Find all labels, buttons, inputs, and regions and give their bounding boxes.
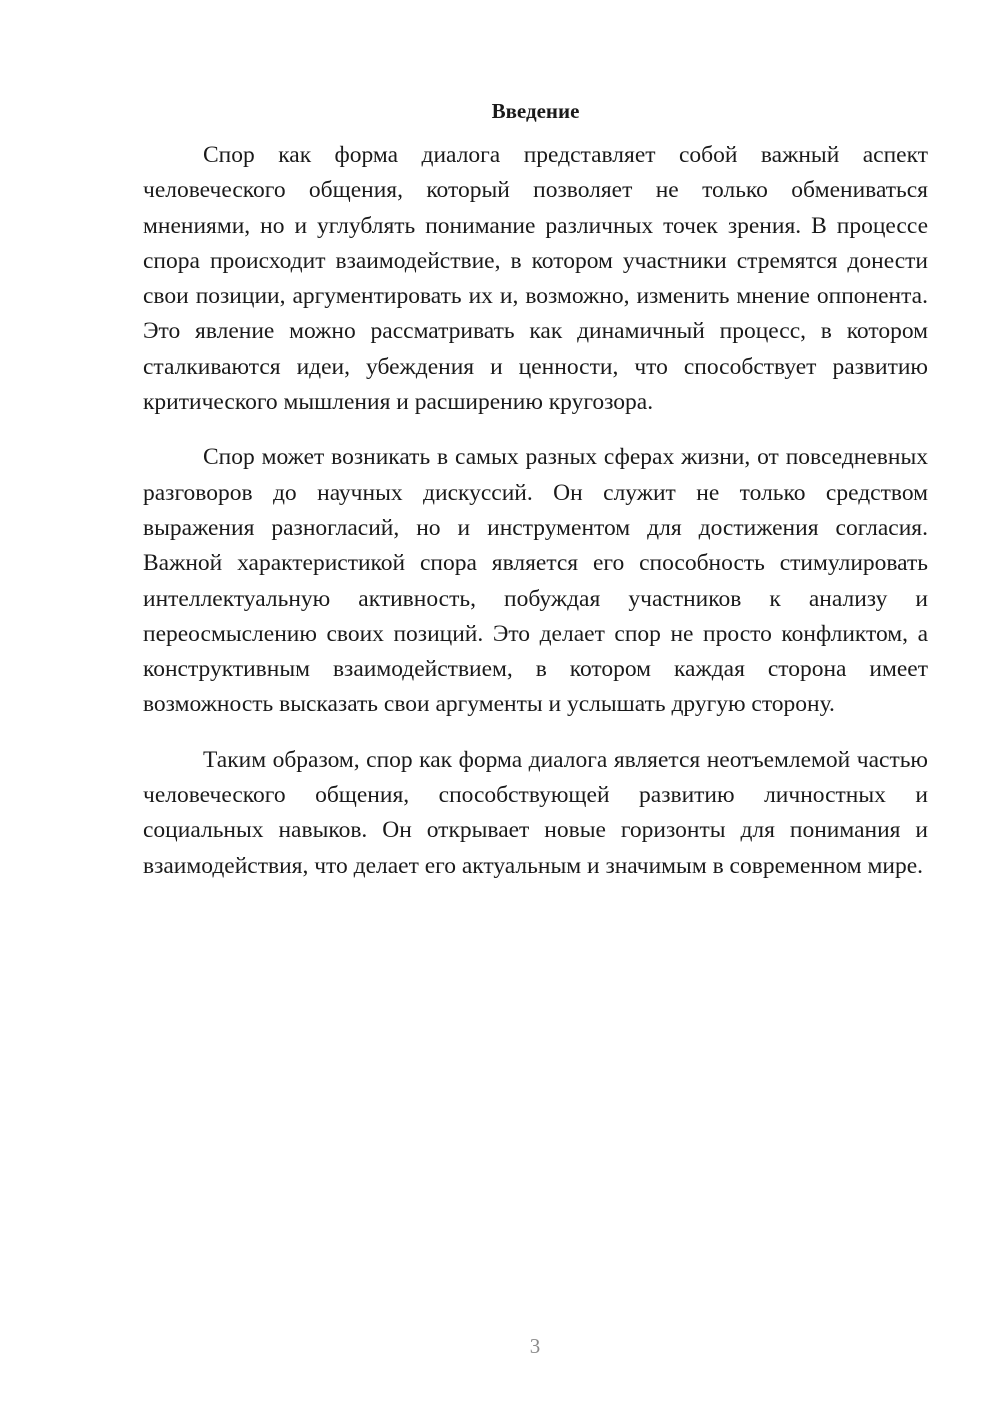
paragraph-1: Спор как форма диалога представляет собой важный аспект человеческого общения, который позволяет не только обмениваться мнениями, но и углублять понимание различных точек зрения. В процессе спора происходит взаимодействие, в котором участники стремятся донести свои позиции, аргументировать их и, возможно, изменить мнение оппонента. Это явление можно рассматривать как динамичный процесс, в котором сталкиваются идеи, убеждения и ценности, что способствует развитию критического мышления и расширению кругозора. bbox=[143, 142, 928, 416]
section-title: Введение bbox=[491, 99, 580, 123]
paragraph-3: Таким образом, спор как форма диалога является неотъемлемой частью человеческого общения, способствующей развитию личностных и социальных навыков. Он открывает новые горизонты для понимания и взаимодействия, что делает его актуальным и значимым в современном мире. bbox=[143, 746, 928, 879]
paragraph-2: Спор может возникать в самых разных сферах жизни, от повседневных разговоров до научных дискуссий. Он служит не только средством выражения разногласий, но и инструментом для достижения согласия. Важной характеристикой спора является его способность стимулировать интеллектуальную активность, побуждая участников к анализу и переосмыслению своих позиций. Это делает спор не просто конфликтом, а конструктивным взаимодействием, в котором каждая сторона имеет возможность высказать свои аргументы и услышать другую сторону. bbox=[143, 444, 928, 718]
page-number: 3 bbox=[529, 1334, 541, 1358]
page-content bbox=[143, 96, 928, 904]
